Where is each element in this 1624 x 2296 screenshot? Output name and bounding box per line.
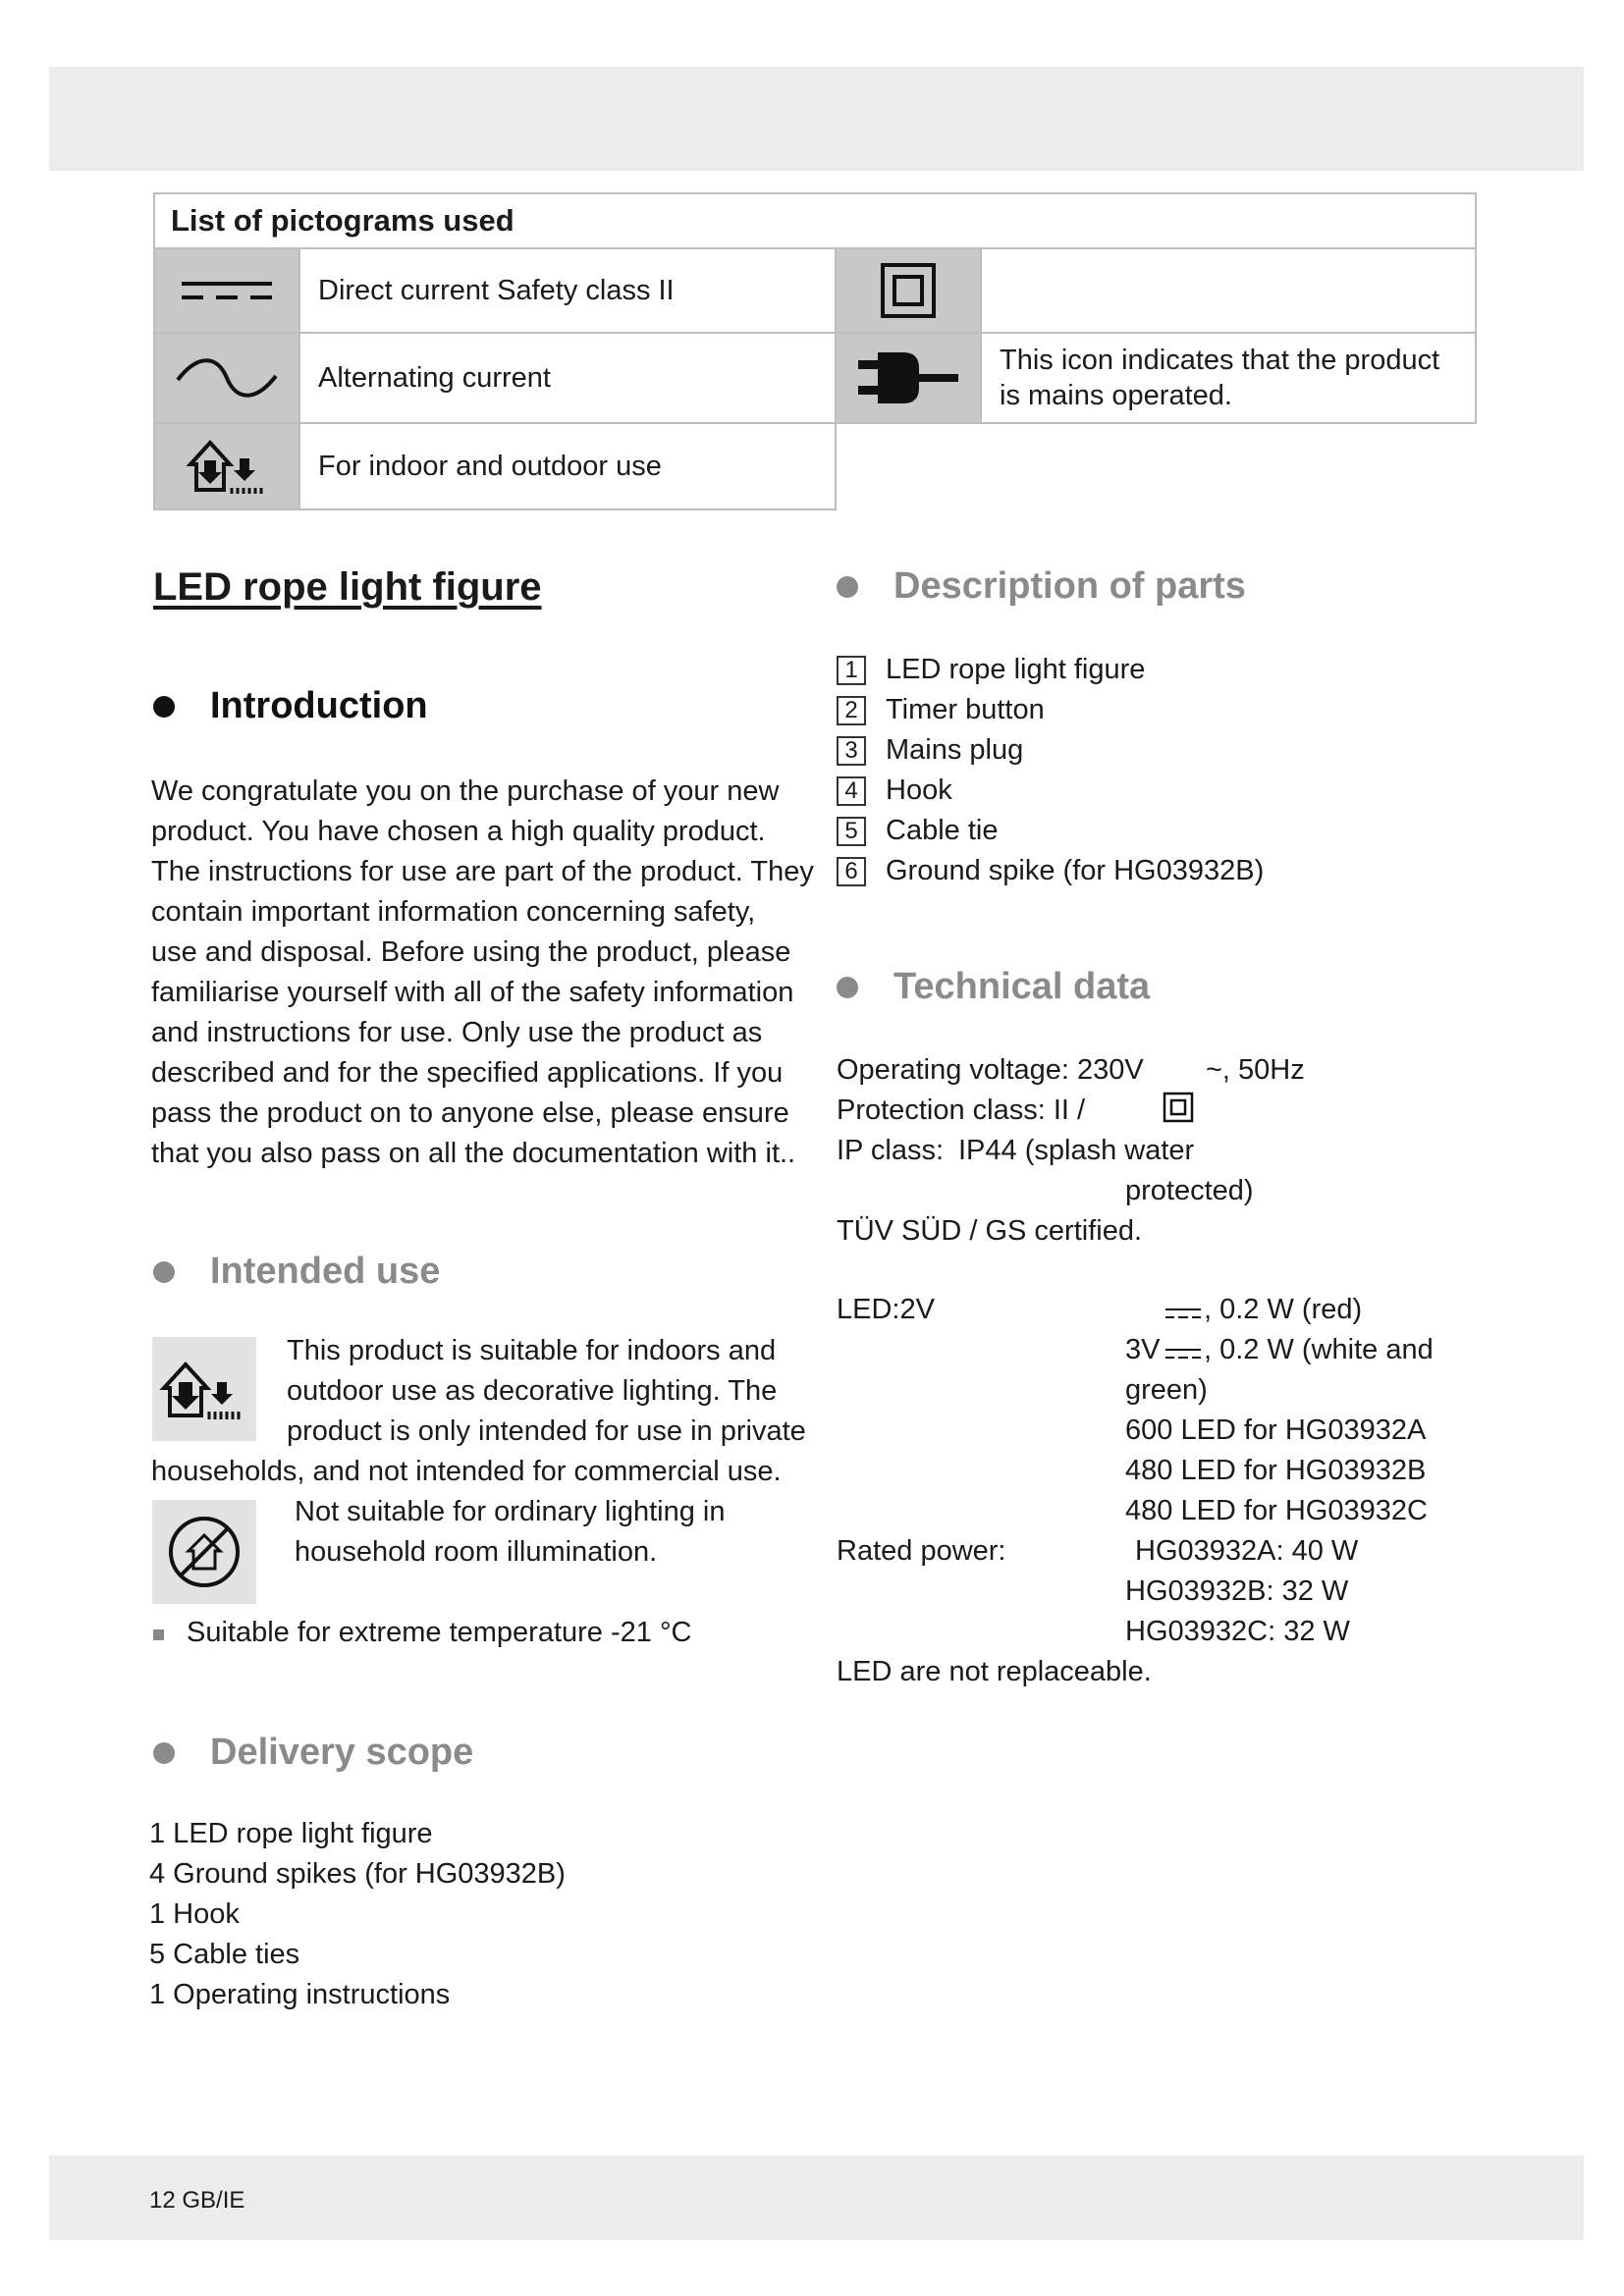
led-not-replaceable: LED are not replaceable.: [837, 1656, 1152, 1687]
intro-line: and instructions for use. Only use the product as: [151, 1017, 763, 1048]
direct-current-icon: [1164, 1306, 1202, 1321]
intended-line: product is only intended for use in private: [287, 1415, 806, 1447]
intro-line: familiarise yourself with all of the safety information: [151, 977, 794, 1008]
safety-class-ii-icon: [836, 248, 981, 333]
led-green: green): [1125, 1374, 1208, 1406]
part-label: Mains plug: [886, 734, 1024, 766]
list-item: [837, 851, 1264, 891]
mains-line-1: This icon indicates that the product: [1000, 345, 1440, 376]
list-item: [837, 650, 1264, 690]
intended-use-heading: [153, 1251, 440, 1293]
not-suitable-text: [295, 1492, 725, 1573]
intro-line: pass the product on to anyone else, please ensure: [151, 1097, 789, 1129]
intended-line: This product is suitable for indoors and: [287, 1335, 777, 1366]
list-item: [837, 771, 1264, 811]
list-item: [837, 730, 1264, 771]
temperature-bullet: Suitable for extreme temperature -21 °C: [187, 1617, 692, 1648]
led-count-c: 480 LED for HG03932C: [1125, 1495, 1428, 1526]
rated-power-label: Rated power:: [837, 1535, 1006, 1567]
intro-line: We congratulate you on the purchase of your new: [151, 775, 780, 807]
main-title: LED rope light figure: [153, 565, 542, 609]
not-suitable-line: Not suitable for ordinary lighting in: [295, 1496, 726, 1527]
certification: TÜV SÜD / GS certified.: [837, 1215, 1143, 1247]
part-number: 5: [837, 817, 866, 846]
pictogram-table: [153, 192, 1477, 510]
intro-line: described and for the specified applications. If you: [151, 1057, 784, 1089]
bullet-dot-icon: [153, 1742, 175, 1764]
bullet-dot-icon: [153, 1261, 175, 1283]
led-voltage-3v: 3V: [1125, 1334, 1161, 1365]
page-number: 12 GB/IE: [149, 2187, 245, 2214]
bullet-dot-icon: [153, 696, 175, 718]
introduction-text: [151, 772, 814, 1174]
pictogram-table-title: List of pictograms used: [154, 193, 1476, 248]
mains-plug-icon: [836, 333, 981, 423]
ip-class-value: IP44 (splash water: [958, 1135, 1195, 1166]
introduction-heading: [153, 685, 428, 727]
part-number: 2: [837, 696, 866, 725]
intro-line: contain important information concerning safety,: [151, 896, 756, 928]
led-white-green-power: , 0.2 W (white and: [1204, 1334, 1434, 1365]
alternating-current-label: Alternating current: [299, 333, 836, 423]
alternating-current-icon: [154, 333, 299, 423]
delivery-list: [149, 1814, 566, 2015]
bullet-dot-icon: [837, 576, 858, 598]
led-red-power: , 0.2 W (red): [1204, 1294, 1363, 1325]
part-number: 1: [837, 656, 866, 685]
delivery-scope-heading-text: Delivery scope: [210, 1732, 474, 1773]
technical-data-heading: [837, 966, 1150, 1008]
safety-class-blank-cell: [981, 248, 1476, 333]
rated-power-a: HG03932A: 40 W: [1135, 1535, 1359, 1567]
list-item: 1 Hook: [149, 1898, 240, 1930]
part-label: Hook: [886, 774, 952, 806]
intended-use-heading-text: Intended use: [210, 1251, 441, 1292]
mains-operated-text: [981, 333, 1476, 423]
part-label: LED rope light figure: [886, 654, 1146, 685]
indoor-outdoor-icon: [154, 423, 299, 509]
operating-frequency: ~, 50Hz: [1206, 1054, 1305, 1086]
mains-line-2: is mains operated.: [1000, 380, 1232, 411]
part-number: 3: [837, 736, 866, 766]
part-label: Cable tie: [886, 815, 999, 846]
ip-class-protected: protected): [1125, 1175, 1254, 1206]
not-suitable-line: household room illumination.: [295, 1536, 658, 1568]
list-item: 1 Operating instructions: [149, 1979, 451, 2010]
intro-line: product. You have chosen a high quality product.: [151, 816, 766, 847]
list-item: 5 Cable ties: [149, 1939, 300, 1970]
led-count-b: 480 LED for HG03932B: [1125, 1455, 1427, 1486]
description-parts-heading-text: Description of parts: [893, 565, 1246, 607]
introduction-heading-text: Introduction: [210, 685, 428, 726]
part-label: Ground spike (for HG03932B): [886, 855, 1265, 886]
part-label: Timer button: [886, 694, 1045, 725]
footer-band: [49, 2156, 1584, 2240]
direct-current-icon: [1164, 1346, 1202, 1362]
intended-line: outdoor use as decorative lighting. The: [287, 1375, 778, 1407]
led-count-a: 600 LED for HG03932A: [1125, 1415, 1427, 1446]
list-item: [837, 690, 1264, 730]
part-number: 6: [837, 857, 866, 886]
intended-use-text: [287, 1331, 806, 1452]
led-label: LED:2V: [837, 1294, 935, 1325]
indoor-outdoor-use-icon: [152, 1337, 256, 1441]
rated-power-b: HG03932B: 32 W: [1125, 1575, 1349, 1607]
bullet-dot-icon: [837, 977, 858, 998]
intro-line: use and disposal. Before using the product, please: [151, 936, 791, 968]
intended-use-full-line: households, and not intended for commercial use.: [151, 1456, 782, 1487]
part-number: 4: [837, 776, 866, 806]
protection-class: Protection class: II /: [837, 1095, 1086, 1126]
direct-current-icon: [154, 248, 299, 333]
operating-voltage: Operating voltage: 230V: [837, 1054, 1144, 1086]
indoor-outdoor-label: For indoor and outdoor use: [299, 423, 836, 509]
square-bullet-icon: [153, 1629, 164, 1640]
list-item: [837, 811, 1264, 851]
description-parts-heading: [837, 565, 1246, 608]
ip-class-label: IP class:: [837, 1135, 945, 1166]
intro-line: that you also pass on all the documentation with it..: [151, 1138, 796, 1169]
technical-data-heading-text: Technical data: [893, 966, 1151, 1007]
parts-list: [837, 650, 1264, 891]
intro-line: The instructions for use are part of the product. They: [151, 856, 814, 887]
delivery-scope-heading: [153, 1732, 473, 1774]
no-room-lighting-icon: [152, 1500, 256, 1604]
header-band: [49, 67, 1584, 171]
list-item: 1 LED rope light figure: [149, 1818, 433, 1849]
list-item: 4 Ground spikes (for HG03932B): [149, 1858, 566, 1890]
direct-current-label: Direct current Safety class II: [299, 248, 836, 333]
rated-power-c: HG03932C: 32 W: [1125, 1616, 1350, 1647]
safety-class-ii-icon: [1163, 1092, 1194, 1123]
